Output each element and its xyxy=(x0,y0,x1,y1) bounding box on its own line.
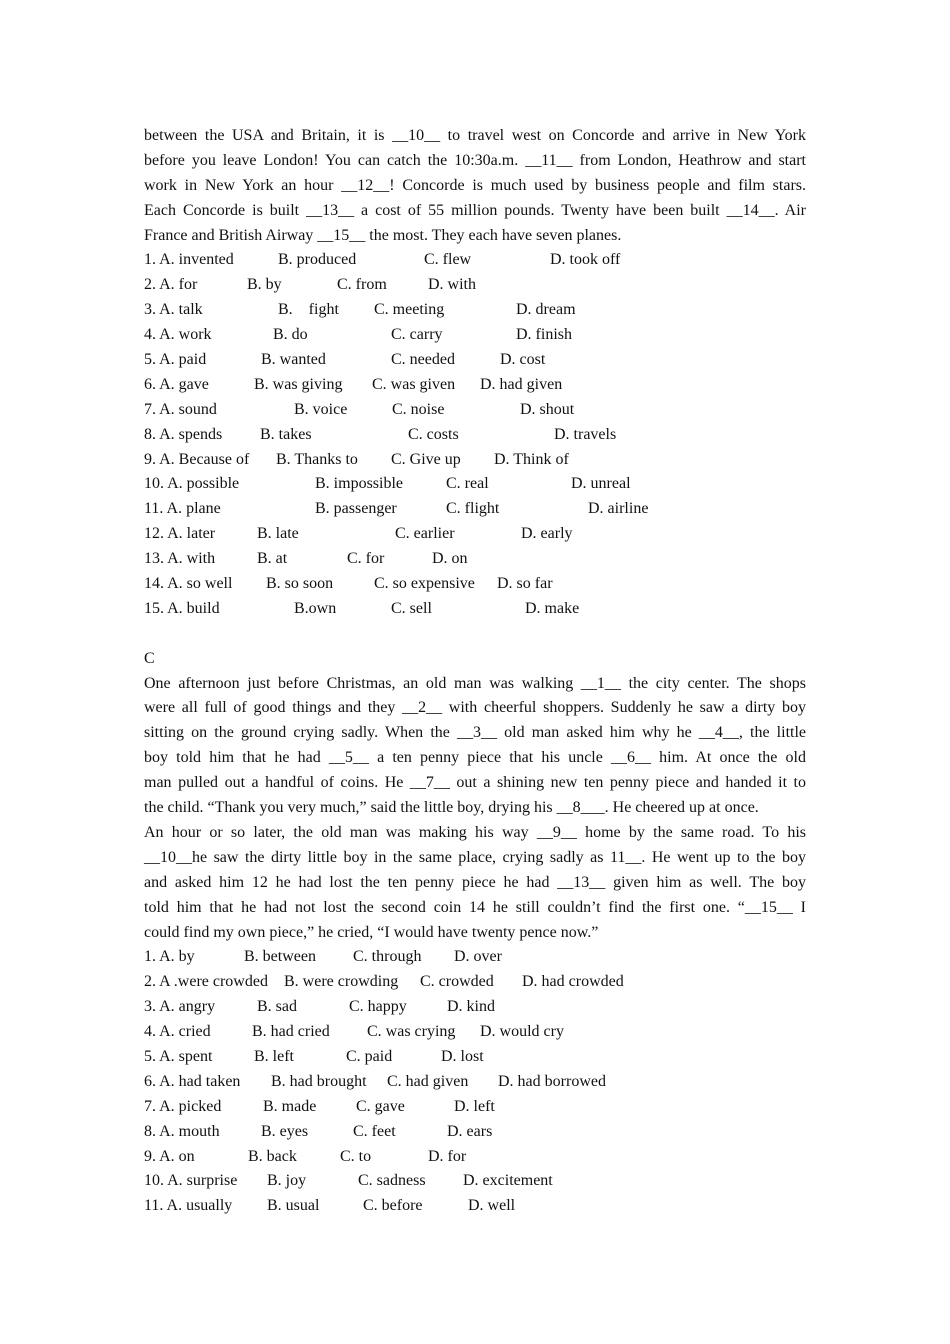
question-option-a: 11. A. usually xyxy=(144,1197,233,1215)
option-d: D. had given xyxy=(480,375,563,393)
passage-line: sitting on the ground crying sadly. When the __3__ old man asked him why he __4__, the little xyxy=(144,724,806,742)
passage-line: France and British Airway __15__ the most. They each have seven planes. xyxy=(144,226,622,244)
question-option-a: 2. A .were crowded xyxy=(144,973,268,991)
option-b: B. at xyxy=(257,550,288,568)
question-option-a: 3. A. angry xyxy=(144,998,216,1016)
section-label: C xyxy=(144,649,155,667)
question-option-a: 6. A. gave xyxy=(144,375,209,393)
option-row xyxy=(144,1169,806,1194)
question-option-a: 12. A. later xyxy=(144,525,216,543)
option-row xyxy=(144,248,806,273)
option-b: B. by xyxy=(247,276,282,294)
question-option-a: 8. A. spends xyxy=(144,425,223,443)
option-b: B. between xyxy=(244,948,316,966)
option-c: C. noise xyxy=(392,400,445,418)
option-d: D. left xyxy=(454,1097,495,1115)
option-c: C. sell xyxy=(391,599,432,617)
option-d: D. dream xyxy=(516,301,576,319)
question-option-a: 7. A. sound xyxy=(144,400,217,418)
option-c: C. happy xyxy=(349,998,407,1016)
option-b: B. passenger xyxy=(315,500,397,518)
option-row xyxy=(144,423,806,448)
passage-line: An hour or so later, the old man was making his way __9__ home by the same road. To his xyxy=(144,823,806,841)
option-b: B. made xyxy=(263,1097,317,1115)
question-option-a: 14. A. so well xyxy=(144,575,233,593)
spacer xyxy=(144,622,806,647)
option-b: B. produced xyxy=(278,251,357,269)
option-d: D. on xyxy=(432,550,468,568)
option-c: C. crowded xyxy=(420,973,494,991)
question-option-a: 11. A. plane xyxy=(144,500,221,518)
option-d: D. Think of xyxy=(494,450,569,468)
option-b: B. were crowding xyxy=(284,973,399,991)
option-b: B. had brought xyxy=(271,1072,367,1090)
option-b: B. so soon xyxy=(266,575,334,593)
passage-b-options xyxy=(144,248,806,621)
passage-line: the child. “Thank you very much,” said the little boy, drying his __8___. He cheered up at once. xyxy=(144,799,759,817)
option-c: C. from xyxy=(337,276,387,294)
option-c: C. was given xyxy=(372,375,456,393)
option-row xyxy=(144,1194,806,1219)
option-c: C. needed xyxy=(391,351,455,369)
option-d: D. kind xyxy=(447,998,495,1016)
question-option-a: 9. A. on xyxy=(144,1147,195,1165)
option-row xyxy=(144,1120,806,1145)
option-b: B. Thanks to xyxy=(276,450,358,468)
option-row xyxy=(144,348,806,373)
option-c: C. Give up xyxy=(391,450,461,468)
option-b: B. wanted xyxy=(261,351,326,369)
option-d: D. early xyxy=(521,525,573,543)
option-b: B. usual xyxy=(267,1197,320,1215)
passage-c-paragraph xyxy=(144,672,806,946)
option-d: D. travels xyxy=(554,425,617,443)
option-d: D. shout xyxy=(520,400,575,418)
passage-line: boy told him that he had __5__ a ten penny piece that his uncle __6__ him. At once the old xyxy=(144,749,806,767)
option-d: D. had borrowed xyxy=(498,1072,606,1090)
option-row xyxy=(144,1145,806,1170)
option-b: B. eyes xyxy=(261,1122,309,1140)
passage-line: and asked him 12 he had lost the ten penny piece he had __13__ given him as well. The boy xyxy=(144,873,806,891)
question-option-a: 3. A. talk xyxy=(144,301,203,319)
option-row xyxy=(144,448,806,473)
option-row xyxy=(144,1020,806,1045)
question-option-a: 7. A. picked xyxy=(144,1097,222,1115)
option-b: B. back xyxy=(248,1147,297,1165)
passage-line: before you leave London! You can catch the 10:30a.m. __11__ from London, Heathrow and start xyxy=(144,151,806,169)
option-c: C. was crying xyxy=(367,1023,456,1041)
option-b: B. takes xyxy=(260,425,312,443)
option-row xyxy=(144,522,806,547)
option-c: C. feet xyxy=(353,1122,396,1140)
option-d: D. cost xyxy=(500,351,546,369)
option-d: D. lost xyxy=(441,1047,484,1065)
passage-line: told him that he had not lost the second coin 14 he still couldn’t find the first one. “__15__ I xyxy=(144,898,806,916)
option-row xyxy=(144,970,806,995)
passage-b-paragraph xyxy=(144,124,806,248)
option-row xyxy=(144,497,806,522)
option-d: D. would cry xyxy=(480,1023,564,1041)
option-c: C. flight xyxy=(446,500,500,518)
option-d: D. with xyxy=(428,276,476,294)
option-c: C. sadness xyxy=(358,1172,426,1190)
option-c: C. had given xyxy=(387,1072,469,1090)
option-d: D. excitement xyxy=(463,1172,553,1190)
option-c: C. flew xyxy=(424,251,472,269)
option-row xyxy=(144,273,806,298)
passage-line: Each Concorde is built __13__ a cost of 55 million pounds. Twenty have been built __14__. Air xyxy=(144,201,806,219)
question-option-a: 8. A. mouth xyxy=(144,1122,220,1140)
option-b: B. had cried xyxy=(252,1023,330,1041)
passage-line: were all full of good things and they __2__ with cheerful shoppers. Suddenly he saw a dirty boy xyxy=(144,699,806,717)
option-c: C. so expensive xyxy=(374,575,475,593)
option-c: C. costs xyxy=(408,425,459,443)
option-c: C. real xyxy=(446,475,489,493)
option-c: C. earlier xyxy=(395,525,455,543)
option-d: D. for xyxy=(428,1147,467,1165)
option-c: C. meeting xyxy=(374,301,445,319)
option-d: D. had crowded xyxy=(522,973,624,991)
option-c: C. for xyxy=(347,550,385,568)
option-b: B. was giving xyxy=(254,375,343,393)
option-b: B. sad xyxy=(257,998,297,1016)
option-row xyxy=(144,572,806,597)
question-option-a: 13. A. with xyxy=(144,550,216,568)
option-b: B. fight xyxy=(278,301,339,319)
option-c: C. before xyxy=(363,1197,423,1215)
question-option-a: 15. A. build xyxy=(144,599,220,617)
question-option-a: 5. A. spent xyxy=(144,1047,213,1065)
question-option-a: 2. A. for xyxy=(144,276,198,294)
option-row xyxy=(144,373,806,398)
option-b: B. late xyxy=(257,525,299,543)
option-c: C. gave xyxy=(356,1097,405,1115)
option-d: D. ears xyxy=(447,1122,493,1140)
option-row xyxy=(144,472,806,497)
option-d: D. unreal xyxy=(571,475,631,493)
option-row xyxy=(144,298,806,323)
question-option-a: 10. A. surprise xyxy=(144,1172,238,1190)
option-row xyxy=(144,1070,806,1095)
option-row xyxy=(144,398,806,423)
passage-line: work in New York an hour __12__! Concorde is much used by business people and film stars. xyxy=(144,176,806,194)
option-b: B.own xyxy=(294,599,337,617)
option-c: C. paid xyxy=(346,1047,393,1065)
option-b: B. impossible xyxy=(315,475,404,493)
question-option-a: 1. A. by xyxy=(144,948,195,966)
option-row xyxy=(144,1095,806,1120)
option-row xyxy=(144,597,806,622)
option-row xyxy=(144,323,806,348)
passage-line: One afternoon just before Christmas, an old man was walking __1__ the city center. The shops xyxy=(144,674,806,692)
option-c: C. carry xyxy=(391,326,443,344)
option-d: D. finish xyxy=(516,326,572,344)
option-d: D. well xyxy=(468,1197,516,1215)
option-row xyxy=(144,945,806,970)
document-page xyxy=(144,124,806,1219)
option-d: D. took off xyxy=(550,251,621,269)
question-option-a: 6. A. had taken xyxy=(144,1072,241,1090)
passage-line: __10__he saw the dirty little boy in the same place, crying sadly as 11__. He went up to the boy xyxy=(144,848,806,866)
passage-line: between the USA and Britain, it is __10__ to travel west on Concorde and arrive in New York xyxy=(144,127,806,144)
option-d: D. airline xyxy=(588,500,649,518)
option-c: C. through xyxy=(353,948,422,966)
option-d: D. make xyxy=(525,599,580,617)
question-option-a: 4. A. work xyxy=(144,326,212,344)
option-b: B. voice xyxy=(294,400,348,418)
option-row xyxy=(144,1045,806,1070)
question-option-a: 1. A. invented xyxy=(144,251,234,269)
option-b: B. do xyxy=(273,326,308,344)
option-c: C. to xyxy=(340,1147,372,1165)
passage-line: could find my own piece,” he cried, “I would have twenty pence now.” xyxy=(144,923,599,941)
passage-line: man pulled out a handful of coins. He __7__ out a shining new ten penny piece and handed it to xyxy=(144,774,806,792)
question-option-a: 5. A. paid xyxy=(144,351,207,369)
question-option-a: 9. A. Because of xyxy=(144,450,250,468)
option-d: D. over xyxy=(454,948,502,966)
question-option-a: 4. A. cried xyxy=(144,1023,211,1041)
passage-c-options xyxy=(144,945,806,1219)
option-row xyxy=(144,547,806,572)
option-b: B. joy xyxy=(267,1172,307,1190)
question-option-a: 10. A. possible xyxy=(144,475,240,493)
option-row xyxy=(144,995,806,1020)
option-b: B. left xyxy=(254,1047,294,1065)
option-d: D. so far xyxy=(497,575,553,593)
